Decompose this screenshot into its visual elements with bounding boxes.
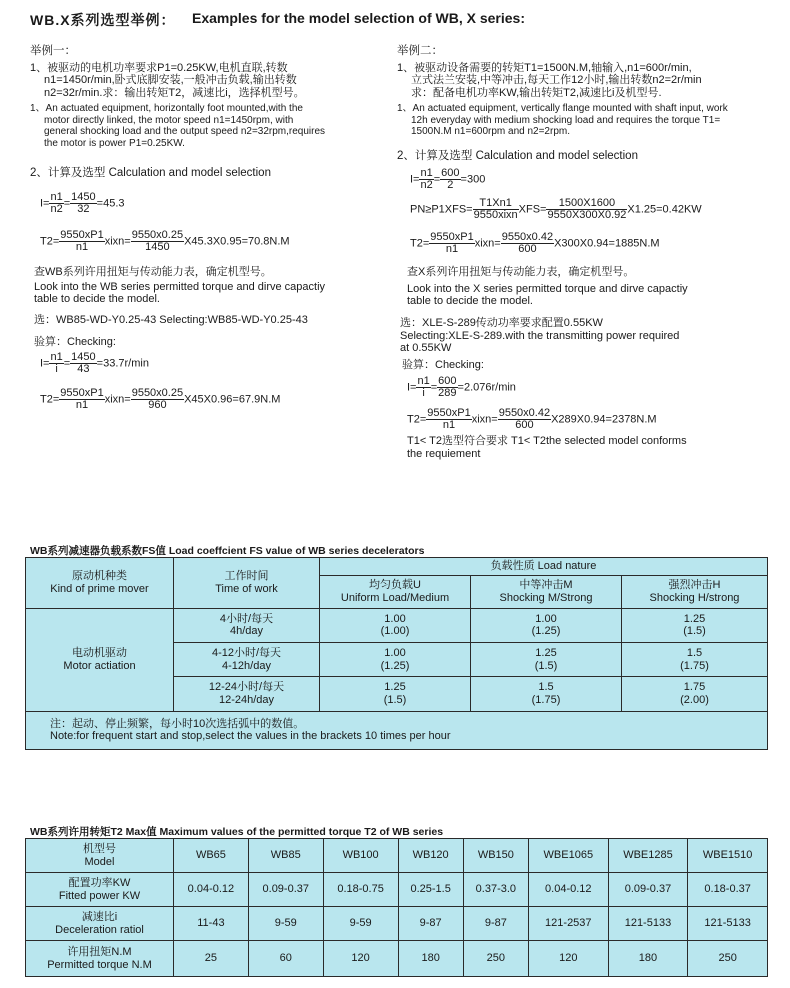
fs-table-note	[26, 711, 768, 749]
value: 1.25	[535, 647, 557, 660]
numerator: 1450	[71, 351, 96, 363]
eq-mid: xixn=	[104, 235, 131, 248]
fs-value-cell	[320, 608, 471, 642]
torque-cell: 0.04-0.12	[528, 873, 608, 907]
time-en: 4-12h/day	[222, 659, 271, 672]
numerator: 1450	[71, 191, 96, 203]
torque-cell: WBE1065	[528, 839, 608, 873]
ex1-lookup-en: Look into the WB series permitted torque and dirve capactiy	[34, 280, 326, 293]
fraction	[416, 376, 430, 399]
denominator: 32	[77, 203, 90, 215]
torque-cell: WBE1285	[608, 839, 688, 873]
label-en: Model	[84, 855, 115, 868]
label-zh: 配置功率KW	[68, 877, 131, 889]
ex2-select-en: Selecting:XLE-S-289.with the transmitting power required	[400, 329, 680, 342]
ex2-lookup-en: table to decide the model.	[407, 295, 533, 307]
value-bracket: (1.00)	[380, 625, 410, 638]
header-zh: 工作时间	[224, 570, 269, 583]
numerator: n1	[50, 191, 63, 203]
torque-table	[25, 838, 768, 977]
table-row	[26, 608, 768, 642]
ex2-conclusion-line: T1< T2选型符合要求 T1< T2the selected model conforms	[407, 435, 687, 447]
eq-mid: xixn=	[104, 393, 131, 406]
torque-cell: WB120	[398, 839, 463, 873]
mover-en: Motor actiation	[63, 659, 136, 672]
eq-result: =33.7r/min	[96, 357, 149, 370]
fs-value-cell	[320, 677, 471, 711]
ex1-selection: 选：WB85-WD-Y0.25-43 Selecting:WB85-WD-Y0.25-43	[34, 313, 308, 326]
value-bracket: (1.25)	[380, 659, 410, 672]
torque-cell: 250	[463, 941, 528, 977]
ex2-select-zh: 选：XLE-S-289传动功率要求配置0.55KW	[400, 317, 603, 329]
numerator: 9550xP1	[427, 407, 471, 419]
torque-cell: 180	[398, 941, 463, 977]
torque-cell: 180	[608, 941, 688, 977]
time-en: 4h/day	[229, 625, 264, 638]
fs-header-medium-shock	[471, 576, 622, 608]
fs-value-cell	[622, 642, 768, 676]
torque-cell: 120	[528, 941, 608, 977]
table-row	[26, 839, 768, 873]
ex2-zh-line: 立式法兰安装,中等冲击,每天工作12小时,输出转数n2=2r/min	[411, 74, 702, 86]
denominator: 9550xixn	[473, 209, 518, 221]
ex2-selection	[400, 317, 785, 371]
table-row	[26, 873, 768, 907]
example-2-heading: 举例二：	[397, 45, 443, 57]
torque-cell: 121-5133	[608, 907, 688, 941]
eq-lhs: T2=	[407, 413, 427, 426]
fraction	[440, 168, 460, 191]
ex1-equation-check-speed	[40, 352, 149, 375]
ex2-equation-check-torque	[407, 408, 657, 431]
ex1-calc-heading: 2、计算及选型 Calculation and model selection	[30, 167, 271, 179]
eq-result: X45.3X0.95=70.8N.M	[184, 235, 290, 248]
ex1-en-line: general shocking load and the output speed n2=32rpm,requires	[44, 126, 326, 137]
torque-cell: 0.18-0.37	[688, 873, 768, 907]
example-1-heading: 举例一：	[30, 45, 76, 57]
torque-cell: 9-87	[463, 907, 528, 941]
torque-cell: 9-59	[248, 907, 323, 941]
fs-value-cell	[471, 677, 622, 711]
example-2	[397, 45, 782, 162]
numerator: 9550x0.42	[501, 231, 554, 243]
fraction	[49, 352, 63, 375]
torque-cell: 9-87	[398, 907, 463, 941]
fraction	[498, 408, 551, 431]
time-zh: 12-24小时/每天	[208, 681, 285, 694]
ex1-checking: 验算：Checking:	[34, 336, 116, 348]
eq-sign: =	[430, 381, 438, 394]
eq-sign: =	[63, 357, 71, 370]
fraction	[131, 388, 184, 411]
eq-result: X1.25=0.42KW	[627, 203, 702, 216]
label-en: Deceleration ratiol	[55, 923, 144, 936]
denominator: n2	[420, 179, 433, 191]
ex2-equation-power	[410, 198, 702, 221]
denominator: 9550X300X0.92	[547, 209, 627, 221]
header-zh: 中等冲击M	[519, 579, 573, 592]
ex1-zh-line: 1、被驱动的电机功率要求P1=0.25KW,电机直联,转数	[30, 61, 288, 74]
page-title-zh: WB.X系列选型举例：	[30, 12, 176, 28]
ex2-en-line: 1、An actuated equipment, vertically flange mounted with shaft input, work	[397, 103, 728, 114]
ex1-equation-torque	[40, 230, 290, 253]
fraction	[419, 168, 433, 191]
numerator: 1500X1600	[546, 198, 627, 210]
torque-cell: 9-59	[323, 907, 398, 941]
eq-lhs: I=	[40, 197, 50, 210]
eq-lhs: PN≥P1XFS=	[410, 203, 473, 216]
ex2-conclusion-line: the requiement	[407, 447, 481, 460]
fs-mover-cell	[26, 608, 174, 711]
eq-mid: xixn=	[471, 413, 498, 426]
header-en: Shocking M/Strong	[499, 591, 593, 604]
value: 1.00	[384, 612, 406, 625]
label-en: Fitted power KW	[58, 889, 141, 902]
denominator: i	[422, 387, 425, 399]
torque-cell: 0.37-3.0	[463, 873, 528, 907]
torque-table-title: WB系列许用转矩T2 Max值 Maximum values of the permitted torque T2 of WB series	[30, 826, 444, 838]
fs-header-uniform	[320, 576, 471, 608]
fraction	[426, 408, 471, 431]
value: 1.5	[538, 681, 554, 694]
ex1-lookup	[34, 266, 394, 349]
fraction	[429, 232, 474, 255]
denominator: 2	[447, 179, 454, 191]
header-zh: 原动机种类	[72, 570, 127, 583]
torque-cell: 60	[248, 941, 323, 977]
fs-table	[25, 557, 768, 750]
ex1-zh-line: n2=32r/min.求：输出转矩T2，减速比i，选择机型号。	[44, 86, 305, 99]
fs-time-cell	[174, 677, 320, 711]
fs-header-prime-mover	[26, 558, 174, 609]
denominator: 289	[438, 387, 457, 399]
label-zh: 减速比i	[81, 911, 118, 923]
ex2-en-line: 1500N.M n1=600rpm and n2=2rpm.	[411, 126, 570, 137]
fraction	[437, 376, 457, 399]
fraction	[131, 230, 184, 253]
numerator: 9550xP1	[60, 229, 104, 241]
torque-cell: 0.09-0.37	[608, 873, 688, 907]
torque-row-label	[26, 839, 174, 873]
torque-cell: WBE1510	[688, 839, 768, 873]
fraction	[49, 192, 63, 215]
torque-cell: WB85	[248, 839, 323, 873]
label-en: Permitted torque N.M	[47, 958, 152, 971]
numerator: 9550x0.25	[131, 229, 184, 241]
value: 1.75	[683, 681, 706, 694]
torque-cell: 120	[323, 941, 398, 977]
denominator: n1	[445, 243, 459, 255]
torque-row-label	[26, 907, 174, 941]
label-zh: 许用扭矩N.M	[67, 946, 132, 958]
fraction	[70, 192, 96, 215]
torque-cell: 121-2537	[528, 907, 608, 941]
value-bracket: (1.25)	[531, 625, 561, 638]
ex1-en-line: 1、An actuated equipment, horizontally foot mounted,with the	[30, 103, 303, 114]
value: 1.00	[384, 647, 406, 660]
eq-lhs: I=	[410, 173, 420, 186]
denominator: 600	[515, 419, 534, 431]
fs-header-heavy-shock	[622, 576, 768, 608]
ex2-zh-line: 求：配备电机功率KW,输出转矩T2,减速比i及机型号.	[411, 86, 662, 99]
torque-row-label	[26, 941, 174, 977]
numerator: n1	[420, 167, 433, 179]
ex2-lookup	[407, 266, 787, 308]
header-zh: 强烈冲击H	[668, 579, 721, 592]
denominator: n1	[75, 241, 89, 253]
torque-cell: WB150	[463, 839, 528, 873]
torque-cell: 0.18-0.75	[323, 873, 398, 907]
eq-result: =45.3	[96, 197, 125, 210]
torque-row-label	[26, 873, 174, 907]
torque-cell: WB65	[174, 839, 249, 873]
eq-result: =2.076r/min	[457, 381, 516, 394]
fs-value-cell	[320, 642, 471, 676]
numerator: 600	[441, 167, 460, 179]
value-bracket: (1.5)	[534, 659, 558, 672]
denominator: n1	[75, 399, 89, 411]
ex1-equation-ratio	[40, 192, 125, 215]
ex2-lookup-en: Look into the X series permitted torque and dirve capactiy	[407, 282, 688, 295]
eq-result: X300X0.94=1885N.M	[554, 237, 660, 250]
eq-lhs: I=	[407, 381, 417, 394]
fraction	[473, 198, 519, 221]
fs-value-cell	[471, 608, 622, 642]
example-1	[30, 45, 390, 180]
numerator: n1	[417, 375, 430, 387]
numerator: 600	[438, 375, 457, 387]
fs-value-cell	[471, 642, 622, 676]
mover-zh: 电动机驱动	[72, 647, 127, 660]
ex2-lookup-zh: 查X系列许用扭矩与传动能力表，确定机型号。	[407, 266, 635, 278]
denominator: 960	[148, 399, 167, 411]
header-zh: 均匀负载U	[369, 579, 421, 592]
torque-cell: WB100	[323, 839, 398, 873]
time-zh: 4小时/每天	[219, 612, 274, 625]
fs-time-cell	[174, 608, 320, 642]
ex1-lookup-en: table to decide the model.	[34, 293, 160, 305]
value-bracket: (2.00)	[680, 693, 709, 706]
numerator: 9550xP1	[60, 387, 104, 399]
ex2-conclusion	[407, 435, 787, 460]
time-zh: 4-12小时/每天	[211, 647, 282, 660]
ex2-calc-heading: 2、计算及选型 Calculation and model selection	[397, 149, 638, 162]
torque-cell: 0.09-0.37	[248, 873, 323, 907]
ex2-equation-torque	[410, 232, 660, 255]
note-en: Note:for frequent start and stop,select the values in the brackets 10 times per hour	[50, 730, 451, 743]
fs-header-time	[174, 558, 320, 609]
numerator: 9550x0.25	[131, 387, 184, 399]
eq-mid: xixn=	[474, 237, 501, 250]
header-en: Uniform Load/Medium	[340, 591, 450, 604]
fraction	[59, 388, 104, 411]
eq-lhs: T2=	[40, 235, 60, 248]
header-en: Time of work	[215, 582, 278, 595]
value: 1.25	[384, 681, 406, 694]
ex2-zh-line: 1、被驱动设备需要的转矩T1=1500N.M,轴输入,n1=600r/min,	[397, 61, 692, 74]
header-en: Kind of prime mover	[50, 582, 149, 595]
fraction	[70, 352, 96, 375]
value: 1.5	[686, 647, 703, 660]
denominator: 600	[518, 243, 537, 255]
eq-lhs: I=	[40, 357, 50, 370]
note-zh: 注：起动、停止频繁，每小时10次选括弧中的数值。	[50, 717, 305, 730]
eq-result: X289X0.94=2378N.M	[551, 413, 657, 426]
ex1-lookup-zh: 查WB系列许用扭矩与传动能力表，确定机型号。	[34, 266, 272, 278]
torque-cell: 25	[174, 941, 249, 977]
ex1-en-line: motor directly linked, the motor speed n1=1450rpm, with	[44, 114, 294, 126]
denominator: 1450	[145, 241, 170, 253]
eq-result: =300	[460, 173, 486, 186]
time-en: 12-24h/day	[218, 693, 275, 706]
denominator: i	[55, 363, 58, 375]
denominator: 43	[77, 363, 90, 375]
fraction	[501, 232, 554, 255]
torque-cell: 11-43	[174, 907, 249, 941]
value: 1.25	[683, 612, 706, 625]
ex2-equation-ratio	[410, 168, 485, 191]
ex2-en-line: 12h everyday with medium shocking load and requires the torque T1=	[411, 114, 721, 126]
ex1-equation-check-torque	[40, 388, 280, 411]
fs-table-title: WB系列减速器负载系数FS值 Load coeffcient FS value of WB series decelerators	[30, 545, 425, 557]
fs-time-cell	[174, 642, 320, 676]
torque-cell: 0.25-1.5	[398, 873, 463, 907]
eq-result: X45X0.96=67.9N.M	[184, 393, 281, 406]
numerator: 9550x0.42	[498, 407, 551, 419]
ex2-checking: 验算：Checking:	[402, 358, 484, 371]
ex1-en-line: the motor is power P1=0.25KW.	[44, 137, 185, 149]
eq-mid: XFS=	[518, 203, 547, 216]
value-bracket: (1.5)	[383, 693, 407, 706]
table-row	[26, 907, 768, 941]
ex2-equation-check-speed	[407, 376, 516, 399]
numerator: T1Xn1	[473, 198, 519, 210]
fs-value-cell	[622, 608, 768, 642]
fraction	[546, 198, 627, 221]
value: 1.00	[535, 612, 557, 625]
value-bracket: (1.75)	[531, 693, 561, 706]
numerator: 9550xP1	[430, 231, 474, 243]
label-zh: 机型号	[83, 843, 116, 855]
ex1-zh-line: n1=1450r/min,卧式底脚安装,一般冲击负载,输出转数	[44, 74, 297, 86]
eq-lhs: T2=	[410, 237, 430, 250]
fs-header-load-nature: 负载性质 Load nature	[320, 558, 768, 576]
page-title-en: Examples for the model selection of WB, X series:	[192, 10, 525, 26]
numerator: n1	[50, 351, 63, 363]
torque-cell: 0.04-0.12	[174, 873, 249, 907]
header-en: Shocking H/strong	[649, 591, 740, 604]
eq-sign: =	[63, 197, 71, 210]
torque-cell: 250	[688, 941, 768, 977]
ex2-select-en: at 0.55KW	[400, 342, 452, 354]
fs-value-cell	[622, 677, 768, 711]
value-bracket: (1.5)	[683, 625, 706, 638]
denominator: n2	[50, 203, 63, 215]
fraction	[59, 230, 104, 253]
table-row	[26, 941, 768, 977]
value-bracket: (1.75)	[680, 659, 709, 672]
eq-sign: =	[433, 173, 441, 186]
eq-lhs: T2=	[40, 393, 60, 406]
denominator: n1	[442, 419, 456, 431]
torque-cell: 121-5133	[688, 907, 768, 941]
